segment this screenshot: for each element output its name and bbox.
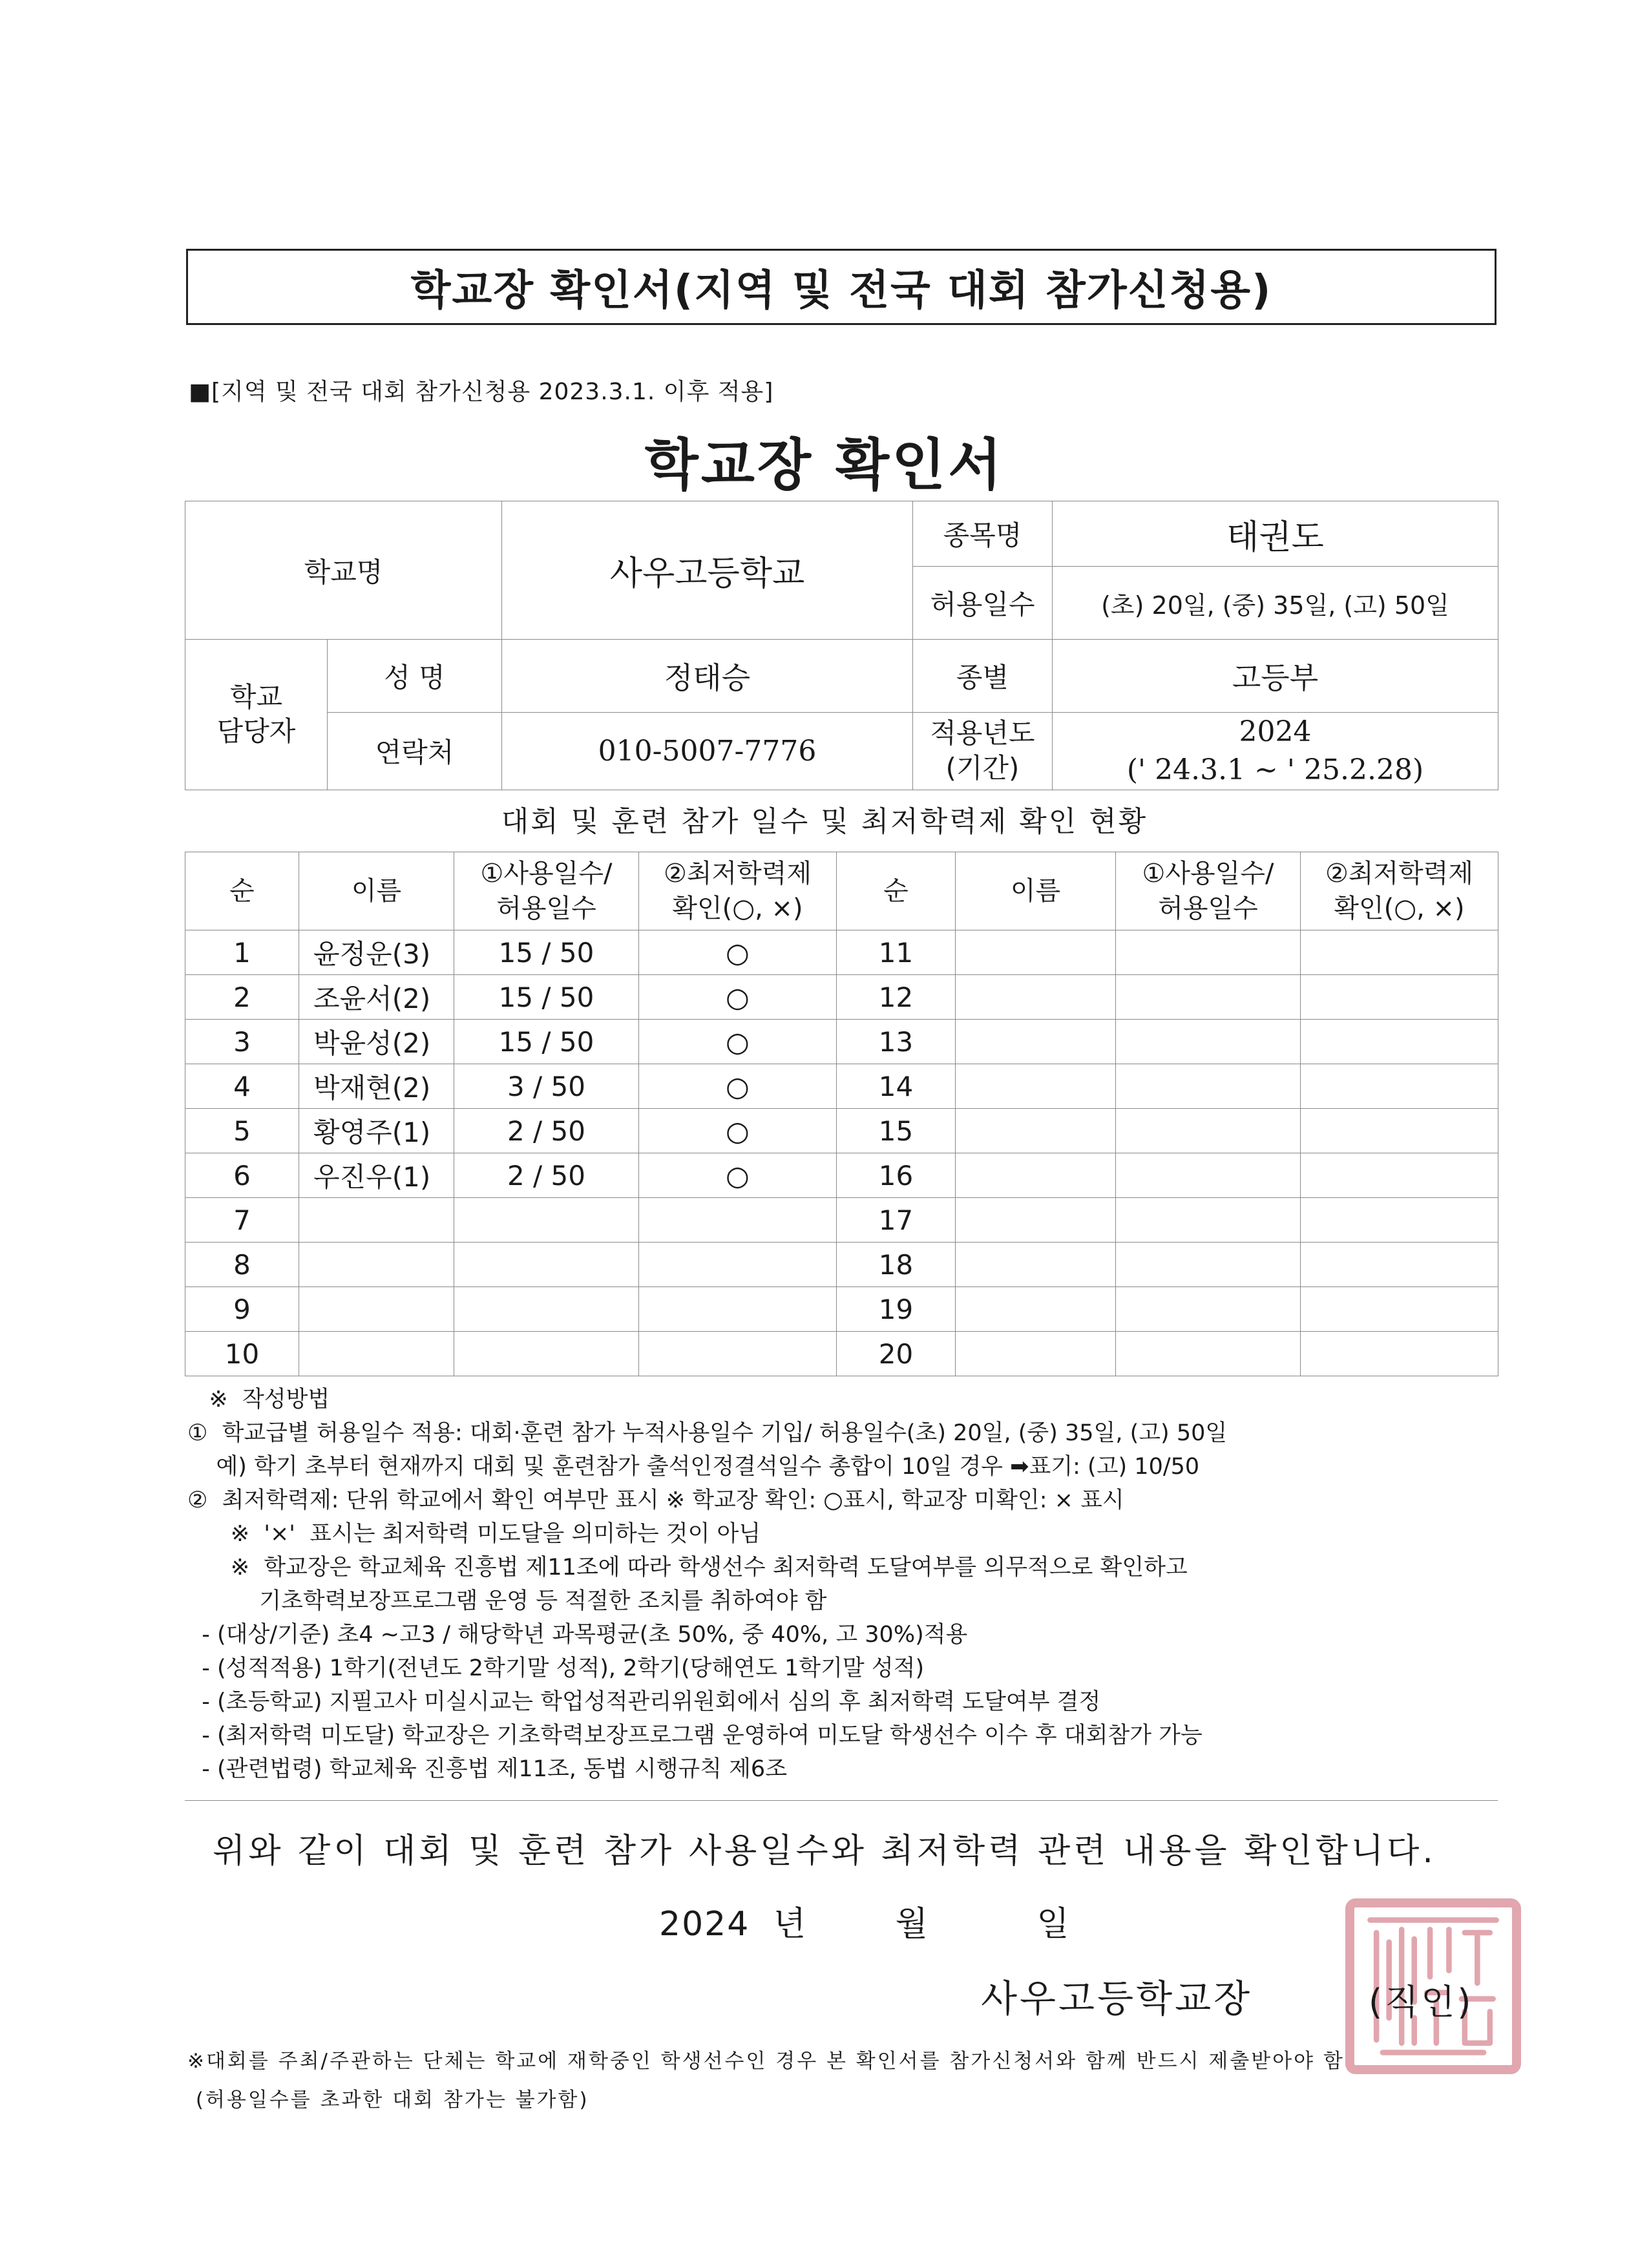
used-days [1116, 1287, 1301, 1332]
student-name [956, 1198, 1116, 1243]
sport-label: 종목명 [913, 501, 1053, 567]
academic-check [1301, 1287, 1498, 1332]
row-number: 7 [185, 1198, 299, 1243]
row-number: 11 [837, 930, 956, 975]
used-days [1116, 1064, 1301, 1109]
footer-note [187, 2042, 1345, 2119]
manager-label [185, 640, 328, 790]
academic-check [1301, 1064, 1498, 1109]
instruction-line: ① 학교급별 허용일수 적용: 대회·훈련 참가 누적사용일수 기입/ 허용일수(초) 20일, (중) 35일, (고) 50일 [187, 1420, 1228, 1446]
student-name: 조윤서(2) [299, 975, 454, 1020]
allowed-days-value: (초) 20일, (중) 35일, (고) 50일 [1053, 567, 1498, 640]
student-name: 박윤성(2) [299, 1020, 454, 1064]
sport-value: 태권도 [1053, 501, 1498, 567]
manager-label-text: 학교 담당자 [216, 681, 296, 747]
row-number: 3 [185, 1020, 299, 1064]
date-year: 2024 [659, 1905, 750, 1944]
principal-title: 사우고등학교장 [981, 1977, 1253, 2021]
row-number: 9 [185, 1287, 299, 1332]
used-days [454, 1287, 639, 1332]
table-row [185, 975, 1498, 1020]
year-label [913, 713, 1053, 790]
row-number: 2 [185, 975, 299, 1020]
footer-line: ※대회를 주최/주관하는 단체는 학교에 재학중인 학생선수인 경우 본 확인서를 참가신청서와 함께 반드시 제출받아야 함 [187, 2050, 1345, 2073]
used-days [1116, 930, 1301, 975]
footer-line: (허용일수를 초과한 대회 참가는 불가함) [187, 2088, 589, 2112]
header-check-left-text: ②최저학력제 확인(○, ×) [663, 859, 812, 923]
used-days [1116, 1109, 1301, 1153]
used-days: 2 / 50 [454, 1153, 639, 1198]
instruction-line: - (관련법령) 학교체육 진흥법 제11조, 동법 시행규칙 제6조 [187, 1756, 788, 1782]
table-row [185, 1064, 1498, 1109]
date-year-unit: 년 [773, 1905, 808, 1944]
student-name [956, 1109, 1116, 1153]
row-number: 1 [185, 930, 299, 975]
used-days: 15 / 50 [454, 975, 639, 1020]
person-name-label [328, 640, 502, 713]
used-days [1116, 1153, 1301, 1198]
student-name: 황영주(1) [299, 1109, 454, 1153]
instruction-line: 기초학력보장프로그램 운영 등 적절한 조치를 취하여야 함 [187, 1588, 827, 1614]
status-section-title: 대회 및 훈련 참가 일수 및 최저학력제 확인 현황 [501, 805, 1148, 838]
school-info-table [185, 501, 1498, 790]
academic-check [1301, 1109, 1498, 1153]
instruction-line: 예) 학기 초부터 현재까지 대회 및 훈련참가 출석인정결석일수 총합이 10일 경우 ➡표기: (고) 10/50 [187, 1454, 1200, 1480]
table-row [185, 1243, 1498, 1287]
person-name-value: 정태승 [502, 640, 913, 713]
person-name-label-text: 성 명 [384, 662, 445, 693]
instruction-line: ※ 작성방법 [187, 1387, 330, 1412]
instruction-line: - (성적적용) 1학기(전년도 2학기말 성적), 2학기(당해연도 1학기말 성적) [187, 1655, 925, 1681]
used-days [454, 1198, 639, 1243]
document-title-box [186, 249, 1497, 325]
academic-check: ○ [639, 930, 837, 975]
used-days: 15 / 50 [454, 1020, 639, 1064]
used-days [454, 1332, 639, 1376]
academic-check: ○ [639, 975, 837, 1020]
row-number: 12 [837, 975, 956, 1020]
row-number: 18 [837, 1243, 956, 1287]
academic-check [1301, 930, 1498, 975]
instruction-line: ② 최저학력제: 단위 학교에서 확인 여부만 표시 ※ 학교장 확인: ○표시, 학교장 미확인: × 표시 [187, 1487, 1124, 1513]
academic-check [1301, 1243, 1498, 1287]
student-name [956, 1243, 1116, 1287]
academic-check [1301, 1198, 1498, 1243]
table-row [185, 930, 1498, 975]
row-number: 5 [185, 1109, 299, 1153]
used-days [1116, 975, 1301, 1020]
student-name [299, 1287, 454, 1332]
contact-value: 010-5007-7776 [502, 713, 913, 790]
school-name-label: 학교명 [185, 501, 502, 640]
row-number: 14 [837, 1064, 956, 1109]
used-days [1116, 1332, 1301, 1376]
form-title: 학교장 확인서 [644, 433, 1005, 498]
student-name [956, 1153, 1116, 1198]
academic-check [639, 1198, 837, 1243]
applicability-note: ■[지역 및 전국 대회 참가신청용 2023.3.1. 이후 적용] [189, 379, 774, 405]
header-check-right [1301, 852, 1498, 930]
row-number: 13 [837, 1020, 956, 1064]
seal-label: (직인) [1369, 1982, 1474, 2022]
instruction-line: ※ 학교장은 학교체육 진흥법 제11조에 따라 학생선수 최저학력 도달여부를 의무적으로 확인하고 [187, 1555, 1188, 1580]
header-check-left [639, 852, 837, 930]
year-value-text: 2024 (' 24.3.1 ~ ' 25.2.28) [1126, 715, 1424, 787]
header-name-left: 이름 [299, 852, 454, 930]
header-check-right-text: ②최저학력제 확인(○, ×) [1325, 859, 1474, 923]
row-number: 6 [185, 1153, 299, 1198]
used-days: 3 / 50 [454, 1064, 639, 1109]
academic-check: ○ [639, 1109, 837, 1153]
confirmation-statement: 위와 같이 대회 및 훈련 참가 사용일수와 최저학력 관련 내용을 확인합니다. [213, 1832, 1436, 1871]
student-name: 우진우(1) [299, 1153, 454, 1198]
row-number: 8 [185, 1243, 299, 1287]
header-days-left [454, 852, 639, 930]
student-name [299, 1332, 454, 1376]
instruction-line: - (최저학력 미도달) 학교장은 기초학력보장프로그램 운영하여 미도달 학생선수 이수 후 대회참가 가능 [187, 1723, 1203, 1748]
student-name [299, 1198, 454, 1243]
instruction-line: ※ '×' 표시는 최저학력 미도달을 의미하는 것이 아님 [187, 1521, 761, 1547]
category-label: 종별 [913, 640, 1053, 713]
academic-check [1301, 1332, 1498, 1376]
divider [185, 1800, 1498, 1801]
academic-check: ○ [639, 1064, 837, 1109]
table-row [185, 1287, 1498, 1332]
table-row [185, 1153, 1498, 1198]
row-number: 10 [185, 1332, 299, 1376]
used-days [1116, 1243, 1301, 1287]
signature-date [659, 1896, 1071, 1945]
year-label-text: 적용년도 (기간) [930, 717, 1035, 784]
academic-check [1301, 975, 1498, 1020]
row-number: 16 [837, 1153, 956, 1198]
row-number: 15 [837, 1109, 956, 1153]
row-number: 19 [837, 1287, 956, 1332]
instructions [187, 1383, 1227, 1786]
header-name-right: 이름 [956, 852, 1116, 930]
academic-check [1301, 1020, 1498, 1064]
instruction-line: - (초등학교) 지필고사 미실시교는 학업성적관리위원회에서 심의 후 최저학력 도달여부 결정 [187, 1689, 1101, 1715]
year-value [1053, 713, 1498, 790]
header-no-right: 순 [837, 852, 956, 930]
table-row [185, 1198, 1498, 1243]
header-no-left: 순 [185, 852, 299, 930]
academic-check [639, 1243, 837, 1287]
student-name [956, 1332, 1116, 1376]
student-name [956, 1064, 1116, 1109]
header-days-right-text: ①사용일수/ 허용일수 [1142, 859, 1274, 923]
contact-label: 연락처 [328, 713, 502, 790]
category-value: 고등부 [1053, 640, 1498, 713]
used-days [1116, 1198, 1301, 1243]
used-days: 2 / 50 [454, 1109, 639, 1153]
school-name-value: 사우고등학교 [502, 501, 913, 640]
date-day-unit: 일 [1036, 1905, 1071, 1944]
academic-check [639, 1287, 837, 1332]
student-name [299, 1243, 454, 1287]
academic-check [639, 1332, 837, 1376]
student-name [956, 1020, 1116, 1064]
header-days-right [1116, 852, 1301, 930]
academic-check [1301, 1153, 1498, 1198]
participation-status-table [185, 852, 1498, 1376]
allowed-days-label: 허용일수 [913, 567, 1053, 640]
row-number: 4 [185, 1064, 299, 1109]
student-name: 윤정운(3) [299, 930, 454, 975]
row-number: 17 [837, 1198, 956, 1243]
instruction-line: - (대상/기준) 초4 ~고3 / 해당학년 과목평균(초 50%, 중 40%, 고 30%)적용 [187, 1622, 968, 1648]
academic-check: ○ [639, 1020, 837, 1064]
student-name [956, 975, 1116, 1020]
used-days [1116, 1020, 1301, 1064]
table-row [185, 1332, 1498, 1376]
document-title: 학교장 확인서(지역 및 전국 대회 참가신청용) [410, 267, 1272, 315]
table-row [185, 1020, 1498, 1064]
student-name [956, 1287, 1116, 1332]
table-row [185, 1109, 1498, 1153]
date-month-unit: 월 [895, 1905, 929, 1944]
student-name [956, 930, 1116, 975]
academic-check: ○ [639, 1153, 837, 1198]
used-days: 15 / 50 [454, 930, 639, 975]
status-rows [185, 930, 1498, 1376]
row-number: 20 [837, 1332, 956, 1376]
student-name: 박재현(2) [299, 1064, 454, 1109]
header-days-left-text: ①사용일수/ 허용일수 [480, 859, 613, 923]
used-days [454, 1243, 639, 1287]
